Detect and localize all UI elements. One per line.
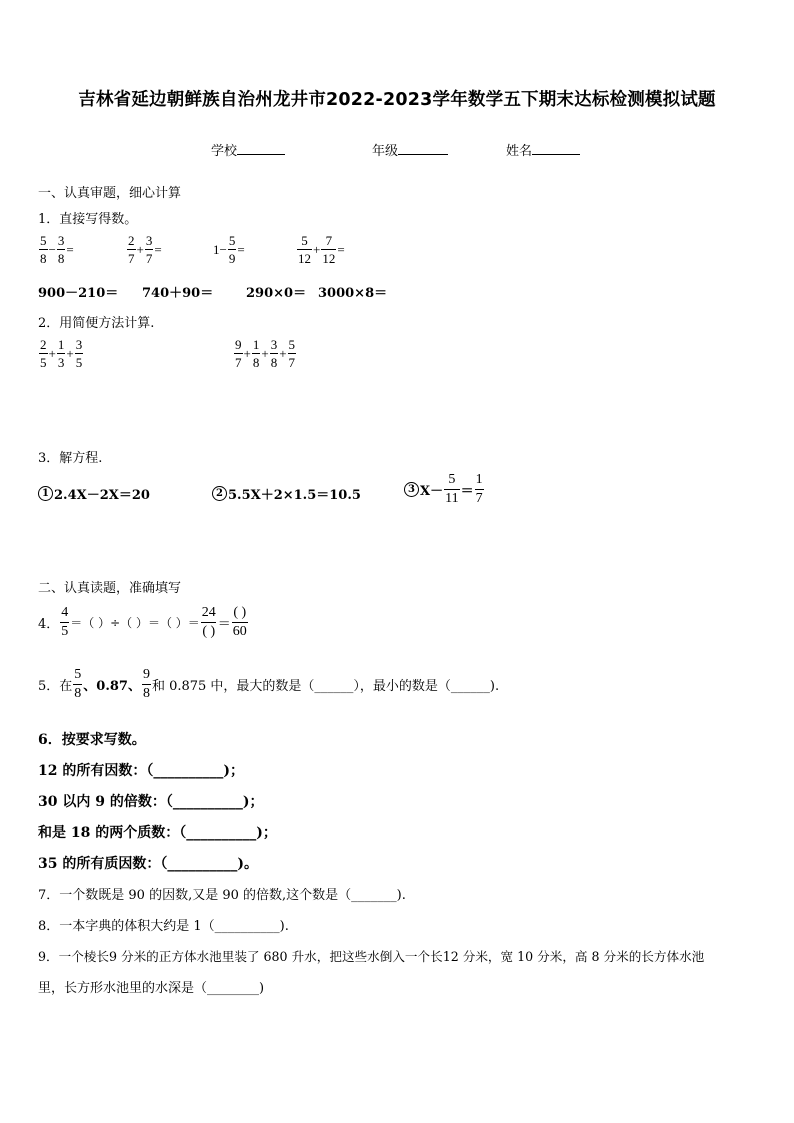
q6-item-4: 35 的所有质因数：（__________)。 [38,856,258,872]
q2-expr-1: $\frac{2}{5}$ + $\frac{1}{3}$ + $\frac{3}{5}$ [40,337,83,370]
page-title: 吉林省延边朝鲜族自治州龙井市2022-2023学年数学五下期末达标检测模拟试题 [78,90,716,110]
section2-heading: 二、认真读题，准确填写 [38,581,182,596]
grade-label: 年级 [372,144,399,159]
fraction: $\frac{5}{7}$ [288,337,296,370]
fraction: $\frac{3}{5}$ [75,337,83,370]
q1-calc-1: 900－210＝ [38,286,119,301]
fraction: $\frac{2}{5}$ [40,337,47,370]
q1-calc-2: 740＋90＝ [142,286,214,301]
name-blank[interactable] [532,142,580,155]
q1-label: 1．直接写得数。 [38,212,138,227]
school-label: 学校 [211,144,238,159]
q3-equation-2: 2 5.5X＋2×1.5＝10.5 [212,484,361,503]
name-label: 姓名 [506,144,533,159]
fraction: $\frac{1}{7}$ [475,472,483,506]
fraction: $\frac{3}{8}$ [270,337,278,370]
circled-number: 3 [404,482,419,497]
q7-text: 7．一个数既是 90 的因数,又是 90 的倍数,这个数是（_______). [38,888,406,903]
fraction: $\frac{9}{8}$ [142,667,150,701]
fraction: $\frac{4}{5}$ [61,605,69,639]
q1-expr-1: $\frac{5}{8}$ − $\frac{3}{8}$ = [40,233,74,266]
fraction: $\frac{3}{7}$ [145,233,153,266]
q1-expr-4: $\frac{5}{12}$ + $\frac{7}{12}$ = [298,233,345,266]
q3-label: 3．解方程. [38,451,103,466]
q5-line: 5．在 $\frac{5}{8}$ 、0.87、 $\frac{9}{8}$ 和 0.875 中，最大的数是（______），最小的数是（______). [38,667,500,701]
fraction: $\frac{3}{8}$ [57,233,65,266]
fraction: $\frac{1}{3}$ [57,337,65,370]
fraction: $\frac{5}{8}$ [74,667,82,701]
circled-number: 2 [212,486,227,501]
q1-expr-3: 1− $\frac{5}{9}$ = [213,233,245,266]
q3-equation-1: 1 2.4X－2X＝20 [38,484,150,503]
q6-label: 6．按要求写数。 [38,732,146,748]
q9-text-line1: 9．一个棱长9 分米的正方体水池里装了 680 升水，把这些水倒入一个长12 分米，宽 10 分米，高 8 分米的长方体水池 [38,949,705,964]
section1-heading: 一、认真审题，细心计算 [38,186,182,201]
fraction: $\frac{2}{7}$ [128,233,135,266]
q2-label: 2．用简便方法计算. [38,316,155,331]
grade-field[interactable] [372,140,448,159]
fraction: $\frac{7}{12}$ [322,233,336,266]
fraction: $\frac{9}{7}$ [235,337,242,370]
fraction: $\frac{5}{11}$ [445,472,459,506]
q6-item-1: 12 的所有因数：（__________)； [38,763,244,779]
q4-line: 4． $\frac{4}{5}$ ＝（ ）÷（ ）＝（ ）＝ $\frac{24}{( )}$ ＝ $\frac{( )}{60}$ [38,605,247,639]
q1-calc-4: 3000×8＝ [318,286,388,301]
q1-expr-2: $\frac{2}{7}$ + $\frac{3}{7}$ = [128,233,162,266]
fraction: $\frac{5}{8}$ [40,233,47,266]
q6-item-3: 和是 18 的两个质数：（__________)； [38,825,277,841]
circled-number: 1 [38,486,53,501]
fraction: $\frac{24}{( )}$ [201,605,216,639]
fraction: $\frac{5}{12}$ [298,233,311,266]
fraction: $\frac{5}{9}$ [228,233,236,266]
q6-item-2: 30 以内 9 的倍数：（__________)； [38,794,264,810]
q9-text-line2: 里，长方形水池里的水深是（________) [38,981,265,996]
q3-equation-3: 3 X－ $\frac{5}{11}$ ＝ $\frac{1}{7}$ [404,473,485,506]
grade-blank[interactable] [398,142,448,155]
fraction: $\frac{1}{8}$ [252,337,260,370]
school-field[interactable] [211,140,285,159]
school-blank[interactable] [237,142,285,155]
name-field[interactable] [506,140,580,159]
q2-expr-2: $\frac{9}{7}$ + $\frac{1}{8}$ + $\frac{3}{8}$ + $\frac{5}{7}$ [235,337,296,370]
fraction: $\frac{( )}{60}$ [232,605,247,639]
q8-text: 8．一本字典的体积大约是 1（__________). [38,919,289,934]
q1-calc-3: 290×0＝ [246,286,307,301]
